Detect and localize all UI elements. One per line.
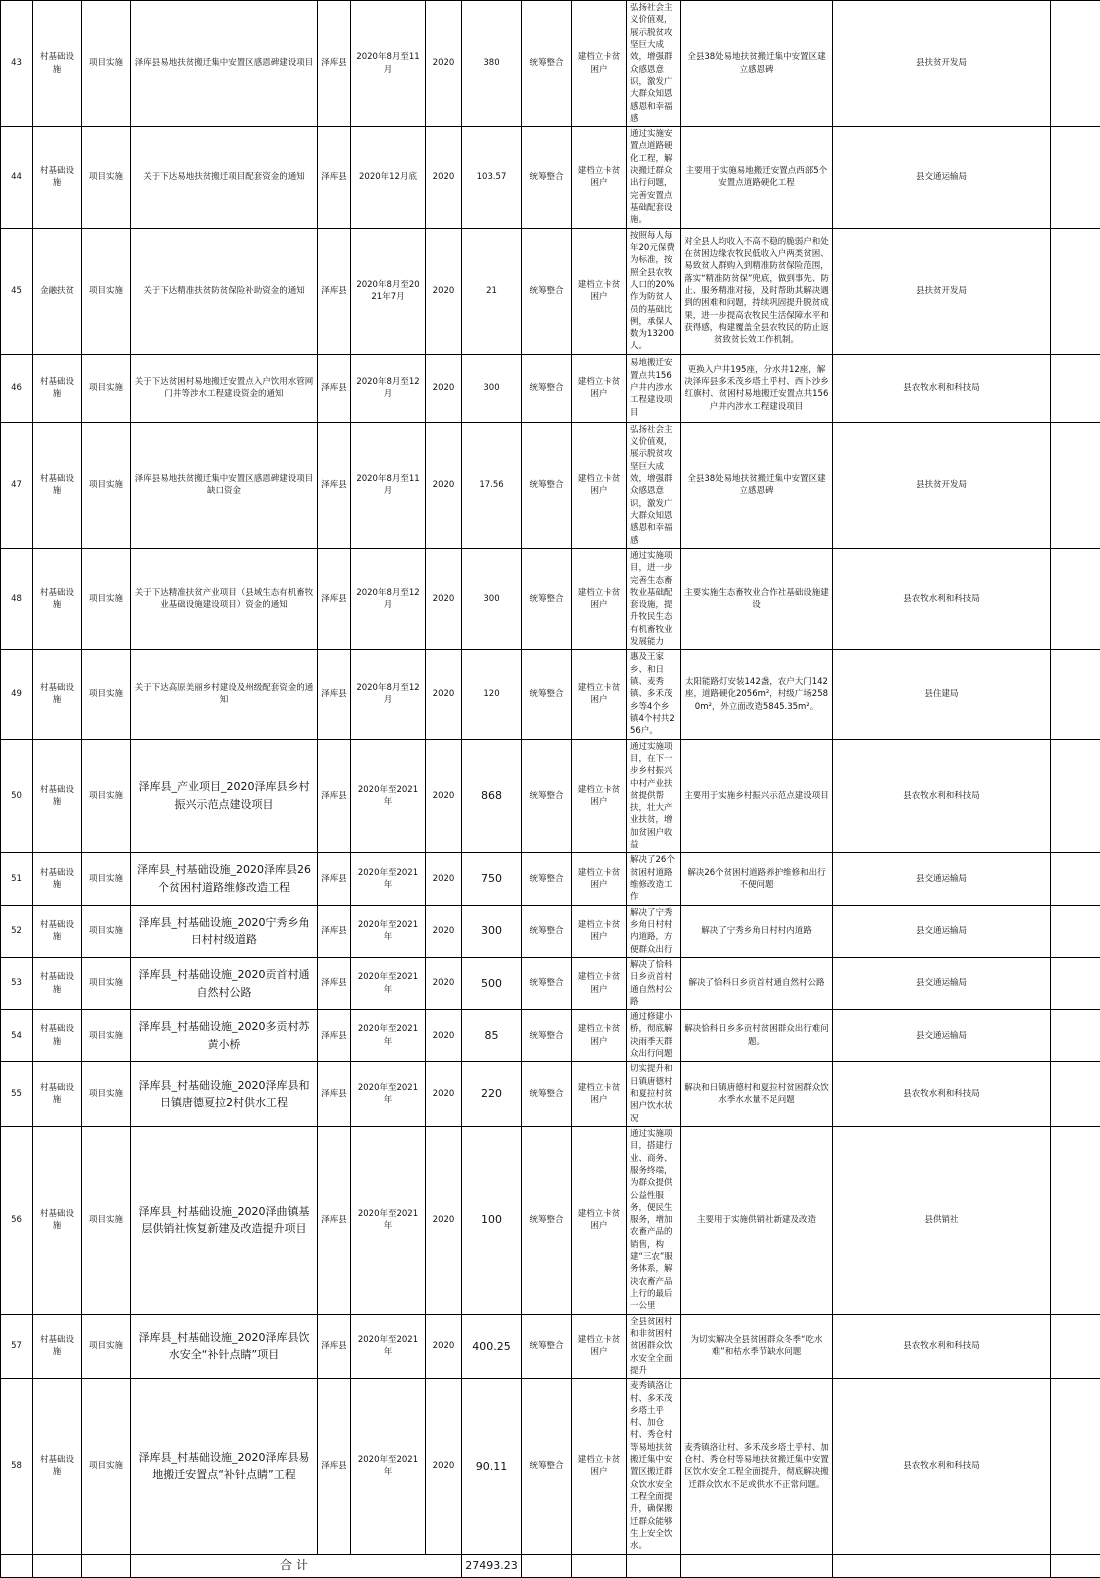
cell-amount: 85 <box>462 1010 522 1062</box>
cell-stage: 项目实施 <box>82 1126 131 1314</box>
cell-category: 村基础设施 <box>33 957 82 1009</box>
cell-stage: 项目实施 <box>82 1062 131 1127</box>
cell-stage: 项目实施 <box>82 1 131 127</box>
total-row <box>1 1554 1100 1577</box>
table-row <box>1 853 1100 905</box>
cell-fund-mode: 统筹整合 <box>522 1314 572 1379</box>
cell-content: 解决了恰科日乡贡首村通自然村公路 <box>681 957 833 1009</box>
cell-amount: 750 <box>462 853 522 905</box>
table-row <box>1 1126 1100 1314</box>
cell-department: 县农牧水利和科技局 <box>833 1062 1051 1127</box>
cell-project-name: 泽库县_村基础设施_2020泽曲镇基层供销社恢复新建及改造提升项目 <box>131 1126 318 1314</box>
cell-department: 县交通运输局 <box>833 127 1051 229</box>
table-row <box>1 1314 1100 1379</box>
cell-fund-mode: 统筹整合 <box>522 1 572 127</box>
total-cell-benefit <box>627 1554 681 1577</box>
cell-amount: 103.57 <box>462 127 522 229</box>
cell-benefit: 通过实施项目，搭建行业、商务、服务终端，为群众提供公益性服务，便民生服务，增加农畜产品的销售，构建“三农”服务体系，解决农畜产品上行的最后一公里 <box>627 1126 681 1314</box>
cell-year: 2020 <box>426 1314 462 1379</box>
cell-content: 主要用于实施易地搬迁安置点西部5个安置点道路硬化工程 <box>681 127 833 229</box>
cell-benefit: 麦秀镇洛让村、多禾茂乡塔土乎村、加仓村、秀仓村等易地扶贫搬迁集中安置区搬迁群众饮水安全工程全面提升，确保搬迁群众能够生上安全饮水。 <box>627 1379 681 1554</box>
cell-fund-mode: 统筹整合 <box>522 650 572 739</box>
cell-stage: 项目实施 <box>82 422 131 548</box>
cell-county: 泽库县 <box>318 422 351 548</box>
cell-project-name: 泽库县易地扶贫搬迁集中安置区感恩碑建设项目 <box>131 1 318 127</box>
cell-benefit: 通过实施安置点道路硬化工程，解决搬迁群众出行问题，完善安置点基础配套设施。 <box>627 127 681 229</box>
cell-amount: 400.25 <box>462 1314 522 1379</box>
cell-county: 泽库县 <box>318 1 351 127</box>
cell-note <box>1051 548 1100 650</box>
cell-no: 53 <box>1 957 33 1009</box>
cell-amount: 300 <box>462 354 522 422</box>
cell-county: 泽库县 <box>318 1062 351 1127</box>
cell-stage: 项目实施 <box>82 650 131 739</box>
cell-no: 48 <box>1 548 33 650</box>
table-row <box>1 739 1100 853</box>
cell-note <box>1051 1010 1100 1062</box>
cell-year: 2020 <box>426 957 462 1009</box>
table-row <box>1 1010 1100 1062</box>
cell-category: 村基础设施 <box>33 1 82 127</box>
table-row <box>1 548 1100 650</box>
cell-year: 2020 <box>426 853 462 905</box>
cell-amount: 220 <box>462 1062 522 1127</box>
cell-stage: 项目实施 <box>82 228 131 354</box>
cell-note <box>1051 853 1100 905</box>
total-amount: 27493.23 <box>462 1554 522 1577</box>
cell-note <box>1051 1126 1100 1314</box>
table-row <box>1 1379 1100 1554</box>
cell-stage: 项目实施 <box>82 1379 131 1554</box>
cell-note <box>1051 1 1100 127</box>
cell-content: 解决了宁秀乡角日村村内道路 <box>681 905 833 957</box>
cell-fund-mode: 统筹整合 <box>522 739 572 853</box>
cell-year: 2020 <box>426 127 462 229</box>
cell-amount: 120 <box>462 650 522 739</box>
table-row <box>1 422 1100 548</box>
cell-category: 村基础设施 <box>33 548 82 650</box>
cell-note <box>1051 228 1100 354</box>
cell-project-name: 泽库县易地扶贫搬迁集中安置区感恩碑建设项目缺口资金 <box>131 422 318 548</box>
cell-note <box>1051 957 1100 1009</box>
cell-fund-mode: 统筹整合 <box>522 422 572 548</box>
cell-department: 县扶贫开发局 <box>833 1 1051 127</box>
cell-department: 县交通运输局 <box>833 1010 1051 1062</box>
cell-period: 2020年至2021年 <box>351 905 426 957</box>
cell-project-name: 泽库县_产业项目_2020泽库县乡村振兴示范点建设项目 <box>131 739 318 853</box>
cell-amount: 100 <box>462 1126 522 1314</box>
cell-no: 58 <box>1 1379 33 1554</box>
cell-county: 泽库县 <box>318 739 351 853</box>
cell-period: 2020年至2021年 <box>351 1379 426 1554</box>
cell-benefit: 弘扬社会主义价值观，展示脱贫攻坚巨大成效，增强群众感恩意识，激发广大群众知恩感恩和幸福感 <box>627 1 681 127</box>
cell-category: 村基础设施 <box>33 1010 82 1062</box>
cell-beneficiary: 建档立卡贫困户 <box>572 739 627 853</box>
total-cell-stage <box>82 1554 131 1577</box>
cell-note <box>1051 1062 1100 1127</box>
cell-amount: 300 <box>462 905 522 957</box>
cell-stage: 项目实施 <box>82 1010 131 1062</box>
cell-category: 村基础设施 <box>33 1379 82 1554</box>
cell-benefit: 通过实施项目，在下一步乡村振兴中村产业扶贫提供帮扶，壮大产业扶贫，增加贫困户收益 <box>627 739 681 853</box>
total-cell-note <box>1051 1554 1100 1577</box>
cell-department: 县交通运输局 <box>833 957 1051 1009</box>
cell-benefit: 切实提升和日镇唐德村和夏拉村贫困户饮水状况 <box>627 1062 681 1127</box>
cell-department: 县扶贫开发局 <box>833 228 1051 354</box>
cell-period: 2020年至2021年 <box>351 957 426 1009</box>
total-cell-no <box>1 1554 33 1577</box>
cell-stage: 项目实施 <box>82 905 131 957</box>
cell-beneficiary: 建档立卡贫困户 <box>572 422 627 548</box>
cell-department: 县农牧水利和科技局 <box>833 739 1051 853</box>
cell-project-name: 关于下达精准扶贫产业项目（县域生态有机畜牧业基础设施建设项目）资金的通知 <box>131 548 318 650</box>
cell-beneficiary: 建档立卡贫困户 <box>572 905 627 957</box>
cell-fund-mode: 统筹整合 <box>522 957 572 1009</box>
cell-department: 县农牧水利和科技局 <box>833 354 1051 422</box>
cell-content: 主要用于实施乡村振兴示范点建设项目 <box>681 739 833 853</box>
cell-year: 2020 <box>426 1062 462 1127</box>
cell-fund-mode: 统筹整合 <box>522 228 572 354</box>
cell-department: 县交通运输局 <box>833 905 1051 957</box>
cell-category: 村基础设施 <box>33 127 82 229</box>
cell-beneficiary: 建档立卡贫困户 <box>572 1 627 127</box>
cell-fund-mode: 统筹整合 <box>522 1062 572 1127</box>
cell-category: 村基础设施 <box>33 1062 82 1127</box>
cell-period: 2020年8月至12月 <box>351 650 426 739</box>
cell-note <box>1051 354 1100 422</box>
cell-stage: 项目实施 <box>82 957 131 1009</box>
cell-period: 2020年12月底 <box>351 127 426 229</box>
cell-department: 县交通运输局 <box>833 853 1051 905</box>
table-row <box>1 1 1100 127</box>
cell-amount: 868 <box>462 739 522 853</box>
total-cell-content <box>681 1554 833 1577</box>
cell-stage: 项目实施 <box>82 739 131 853</box>
cell-beneficiary: 建档立卡贫困户 <box>572 853 627 905</box>
cell-no: 51 <box>1 853 33 905</box>
cell-period: 2020年至2021年 <box>351 853 426 905</box>
cell-project-name: 泽库县_村基础设施_2020泽库县和日镇唐德夏拉2村供水工程 <box>131 1062 318 1127</box>
cell-category: 村基础设施 <box>33 905 82 957</box>
cell-beneficiary: 建档立卡贫困户 <box>572 1314 627 1379</box>
cell-stage: 项目实施 <box>82 853 131 905</box>
cell-stage: 项目实施 <box>82 1314 131 1379</box>
table-row <box>1 354 1100 422</box>
cell-department: 县住建局 <box>833 650 1051 739</box>
cell-project-name: 关于下达易地扶贫搬迁项目配套资金的通知 <box>131 127 318 229</box>
cell-beneficiary: 建档立卡贫困户 <box>572 650 627 739</box>
cell-project-name: 泽库县_村基础设施_2020贡首村通自然村公路 <box>131 957 318 1009</box>
cell-year: 2020 <box>426 354 462 422</box>
cell-content: 解决恰科日乡多贡村贫困群众出行难问题。 <box>681 1010 833 1062</box>
cell-amount: 500 <box>462 957 522 1009</box>
cell-department: 县农牧水利和科技局 <box>833 1314 1051 1379</box>
cell-no: 57 <box>1 1314 33 1379</box>
cell-year: 2020 <box>426 422 462 548</box>
cell-no: 44 <box>1 127 33 229</box>
cell-project-name: 关于下达贫困村易地搬迁安置点入户饮用水管网门井等涉水工程建设资金的通知 <box>131 354 318 422</box>
cell-period: 2020年8月至11月 <box>351 422 426 548</box>
cell-beneficiary: 建档立卡贫困户 <box>572 1010 627 1062</box>
cell-content: 主要用于实施供销社新建及改造 <box>681 1126 833 1314</box>
cell-content: 更换入户井195座，分水井12座，解决泽库县多禾茂乡塔土乎村、西卜沙乡红旗村、贫困村易地搬迁安置点共156户井内涉水工程建设项目 <box>681 354 833 422</box>
cell-beneficiary: 建档立卡贫困户 <box>572 957 627 1009</box>
cell-county: 泽库县 <box>318 957 351 1009</box>
cell-benefit: 通过实施项目，进一步完善生态畜牧业基础配套设施，提升牧民生态有机畜牧业发展能力 <box>627 548 681 650</box>
cell-note <box>1051 739 1100 853</box>
cell-content: 解决和日镇唐德村和夏拉村贫困群众饮水季水水量不足问题 <box>681 1062 833 1127</box>
cell-beneficiary: 建档立卡贫困户 <box>572 127 627 229</box>
cell-period: 2020年8月至11月 <box>351 1 426 127</box>
cell-period: 2020年8月至2021年7月 <box>351 228 426 354</box>
cell-no: 55 <box>1 1062 33 1127</box>
cell-benefit: 通过修建小桥，彻底解决雨季天群众出行问题 <box>627 1010 681 1062</box>
cell-note <box>1051 422 1100 548</box>
cell-period: 2020年至2021年 <box>351 1062 426 1127</box>
cell-content: 太阳能路灯安装142盏，农户大门142座，道路硬化2056m²，村级广场2580m²，外立面改造5845.35m²。 <box>681 650 833 739</box>
cell-county: 泽库县 <box>318 905 351 957</box>
cell-fund-mode: 统筹整合 <box>522 354 572 422</box>
cell-no: 54 <box>1 1010 33 1062</box>
cell-category: 村基础设施 <box>33 1314 82 1379</box>
cell-stage: 项目实施 <box>82 354 131 422</box>
cell-benefit: 全县贫困村和非贫困村贫困群众饮水安全全面提升 <box>627 1314 681 1379</box>
cell-amount: 17.56 <box>462 422 522 548</box>
cell-benefit: 按照每人每年20元保费为标准，按照全县农牧人口的20%作为防贫人员的基础比例，承保人数为13200人。 <box>627 228 681 354</box>
cell-period: 2020年至2021年 <box>351 1010 426 1062</box>
cell-fund-mode: 统筹整合 <box>522 127 572 229</box>
cell-department: 县供销社 <box>833 1126 1051 1314</box>
cell-content: 主要实施生态畜牧业合作社基础设施建设 <box>681 548 833 650</box>
cell-benefit: 弘扬社会主义价值观，展示脱贫攻坚巨大成效，增强群众感恩意识，激发广大群众知恩感恩和幸福感 <box>627 422 681 548</box>
cell-beneficiary: 建档立卡贫困户 <box>572 228 627 354</box>
cell-fund-mode: 统筹整合 <box>522 853 572 905</box>
cell-county: 泽库县 <box>318 1379 351 1554</box>
cell-amount: 300 <box>462 548 522 650</box>
cell-department: 县扶贫开发局 <box>833 422 1051 548</box>
cell-period: 2020年8月至12月 <box>351 548 426 650</box>
cell-fund-mode: 统筹整合 <box>522 1126 572 1314</box>
cell-county: 泽库县 <box>318 127 351 229</box>
cell-content: 麦秀镇洛让村、多禾茂乡塔土乎村、加仓村、秀仓村等易地扶贫搬迁集中安置区饮水安全工程全面提升，彻底解决搬迁群众饮水不足或供水不正常问题。 <box>681 1379 833 1554</box>
cell-stage: 项目实施 <box>82 127 131 229</box>
cell-category: 村基础设施 <box>33 650 82 739</box>
cell-category: 村基础设施 <box>33 1126 82 1314</box>
cell-no: 43 <box>1 1 33 127</box>
cell-no: 56 <box>1 1126 33 1314</box>
cell-fund-mode: 统筹整合 <box>522 905 572 957</box>
cell-benefit: 易地搬迁安置点共156户井内涉水工程建设项目 <box>627 354 681 422</box>
cell-category: 村基础设施 <box>33 739 82 853</box>
cell-fund-mode: 统筹整合 <box>522 1010 572 1062</box>
cell-no: 46 <box>1 354 33 422</box>
cell-county: 泽库县 <box>318 1010 351 1062</box>
cell-period: 2020年至2021年 <box>351 1126 426 1314</box>
cell-note <box>1051 1314 1100 1379</box>
cell-category: 村基础设施 <box>33 422 82 548</box>
cell-department: 县农牧水利和科技局 <box>833 548 1051 650</box>
table-row <box>1 1062 1100 1127</box>
cell-year: 2020 <box>426 1126 462 1314</box>
cell-beneficiary: 建档立卡贫困户 <box>572 1126 627 1314</box>
total-label: 合计 <box>131 1554 462 1577</box>
cell-county: 泽库县 <box>318 1126 351 1314</box>
cell-project-name: 泽库县_村基础设施_2020宁秀乡角日村村级道路 <box>131 905 318 957</box>
cell-county: 泽库县 <box>318 228 351 354</box>
cell-beneficiary: 建档立卡贫困户 <box>572 1062 627 1127</box>
total-cell-cat <box>33 1554 82 1577</box>
cell-content: 为切实解决全县贫困群众冬季“吃水难”和枯水季节缺水问题 <box>681 1314 833 1379</box>
cell-project-name: 泽库县_村基础设施_2020多贡村苏黄小桥 <box>131 1010 318 1062</box>
cell-amount: 21 <box>462 228 522 354</box>
cell-fund-mode: 统筹整合 <box>522 1379 572 1554</box>
cell-project-name: 泽库县_村基础设施_2020泽库县易地搬迁安置点“补针点睛”工程 <box>131 1379 318 1554</box>
cell-project-name: 关于下达精准扶贫防贫保险补助资金的通知 <box>131 228 318 354</box>
cell-county: 泽库县 <box>318 548 351 650</box>
cell-no: 47 <box>1 422 33 548</box>
cell-beneficiary: 建档立卡贫困户 <box>572 548 627 650</box>
cell-no: 45 <box>1 228 33 354</box>
cell-county: 泽库县 <box>318 853 351 905</box>
cell-amount: 90.11 <box>462 1379 522 1554</box>
cell-year: 2020 <box>426 1010 462 1062</box>
cell-no: 50 <box>1 739 33 853</box>
cell-category: 村基础设施 <box>33 853 82 905</box>
cell-note <box>1051 650 1100 739</box>
cell-county: 泽库县 <box>318 1314 351 1379</box>
cell-content: 全县38处易地扶贫搬迁集中安置区建立感恩碑 <box>681 422 833 548</box>
cell-year: 2020 <box>426 1 462 127</box>
cell-project-name: 泽库县_村基础设施_2020泽库县饮水安全“补针点睛”项目 <box>131 1314 318 1379</box>
table-row <box>1 650 1100 739</box>
cell-year: 2020 <box>426 548 462 650</box>
total-cell-mode <box>522 1554 572 1577</box>
cell-beneficiary: 建档立卡贫困户 <box>572 1379 627 1554</box>
cell-county: 泽库县 <box>318 354 351 422</box>
table-row <box>1 957 1100 1009</box>
total-cell-target <box>572 1554 627 1577</box>
cell-note <box>1051 127 1100 229</box>
total-cell-dept <box>833 1554 1051 1577</box>
cell-note <box>1051 905 1100 957</box>
cell-project-name: 关于下达高原美丽乡村建设及州级配套资金的通知 <box>131 650 318 739</box>
cell-benefit: 惠及王家乡、和日镇、麦秀镇、多禾茂乡等4个乡镇4个村共256户。 <box>627 650 681 739</box>
cell-period: 2020年至2021年 <box>351 739 426 853</box>
cell-county: 泽库县 <box>318 650 351 739</box>
cell-year: 2020 <box>426 1379 462 1554</box>
cell-content: 全县38处易地扶贫搬迁集中安置区建立感恩碑 <box>681 1 833 127</box>
cell-amount: 380 <box>462 1 522 127</box>
cell-project-name: 泽库县_村基础设施_2020泽库县26个贫困村道路维修改造工程 <box>131 853 318 905</box>
table-row <box>1 228 1100 354</box>
cell-period: 2020年8月至12月 <box>351 354 426 422</box>
cell-year: 2020 <box>426 905 462 957</box>
cell-content: 对全县人均收入不高不稳的脆弱户和处在贫困边缘农牧民低收入户两类贫困、易致贫人群购入到精准防贫保险范围，落实“精准防贫保”兜底，做到事先、防止、服务精准对接，及时帮助其解决遇到的困难和问题，持续巩固提升脱贫成果，进一步提高农牧民生活保障水平和获得感，构建覆盖全县农牧民的防止返贫致贫长效工作机制。 <box>681 228 833 354</box>
cell-no: 49 <box>1 650 33 739</box>
cell-content: 解决26个贫困村道路养护维修和出行不便问题 <box>681 853 833 905</box>
cell-department: 县农牧水利和科技局 <box>833 1379 1051 1554</box>
cell-benefit: 解决了26个贫困村道路维修改造工作 <box>627 853 681 905</box>
cell-no: 52 <box>1 905 33 957</box>
cell-benefit: 解决了恰科日乡贡首村通自然村公路 <box>627 957 681 1009</box>
cell-year: 2020 <box>426 650 462 739</box>
cell-year: 2020 <box>426 739 462 853</box>
cell-stage: 项目实施 <box>82 548 131 650</box>
cell-period: 2020年至2021年 <box>351 1314 426 1379</box>
cell-category: 金融扶贫 <box>33 228 82 354</box>
cell-category: 村基础设施 <box>33 354 82 422</box>
cell-beneficiary: 建档立卡贫困户 <box>572 354 627 422</box>
cell-note <box>1051 1379 1100 1554</box>
cell-year: 2020 <box>426 228 462 354</box>
cell-fund-mode: 统筹整合 <box>522 548 572 650</box>
table-row <box>1 905 1100 957</box>
table-row <box>1 127 1100 229</box>
cell-benefit: 解决了宁秀乡角日村村内道路，方便群众出行 <box>627 905 681 957</box>
